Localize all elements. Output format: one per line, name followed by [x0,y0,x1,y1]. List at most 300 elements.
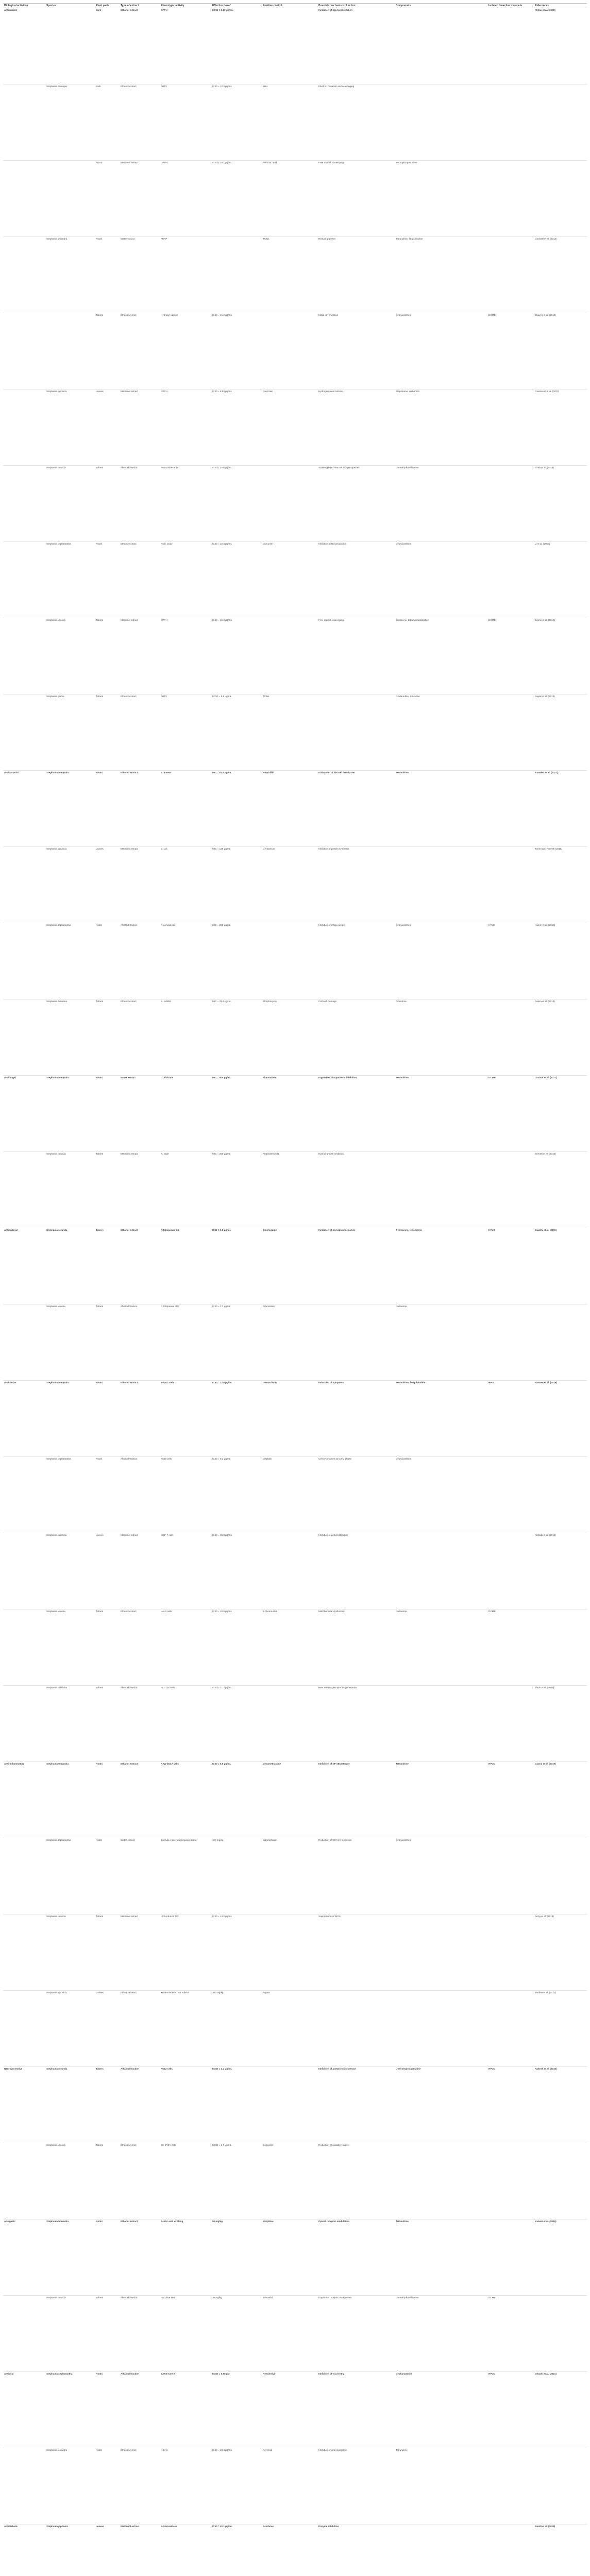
table-cell: Stephania tetrandra [45,1076,95,1152]
table-cell: Acarbose [262,2524,317,2576]
table-cell: Tramadol [262,2296,317,2372]
table-cell: P. aeruginosa [160,923,211,999]
table-cell [395,1152,487,1228]
table-cell: Tubers [95,1686,120,1762]
table-cell: MIC = 500 μg/mL [211,1076,262,1152]
table-cell [534,1304,587,1381]
table-cell: Streptomycin [262,999,317,1076]
table-cell: Deng et al. (2016) [534,1914,587,1991]
column-header: Species [45,4,95,8]
table-cell: Inhibition of viral entry [317,2372,395,2448]
table-cell [3,1304,45,1381]
table-cell: IC50 = 15.3 μg/mL [211,618,262,694]
table-cell [3,1914,45,1991]
table-cell: Inhibition of NO production [317,542,395,618]
table-cell: Gianni et al. (2019) [534,1762,587,1838]
table-row [3,847,587,923]
table-cell: IC50 = 35.6 μg/mL [211,1533,262,1609]
column-header: References [534,4,587,8]
table-cell: Electron donation and scavenging [317,84,395,161]
table-cell: Methanol extract [120,618,160,694]
table-cell: Reducing power [317,237,395,313]
table-cell [487,2143,534,2219]
table-cell: Alkaloid fraction [120,923,160,999]
table-cell: Ascorbic acid [262,161,317,237]
table-row [3,618,587,694]
table-cell: Bhavya et al. (2016) [534,313,587,389]
table-cell: Crebanine, tetrahydropalmatine [395,618,487,694]
table-cell: Anti-inflammatory [3,1762,45,1838]
table-cell [3,999,45,1076]
bioactivity-table [3,3,587,2576]
table-cell: Stephania cepharantha [45,1457,95,1533]
table-cell: Tubers [95,466,120,542]
table-cell: Namdeo et al. (2021) [534,771,587,847]
table-cell: Stephania dielsiana [45,1686,95,1762]
table-row [3,2296,587,2372]
table-cell: Acyclovir [262,2448,317,2524]
table-cell: Enzyme inhibition [317,2524,395,2576]
table-header [3,4,587,8]
table-cell: FRAP [160,237,211,313]
table-cell: Stephania tetrandra [45,1762,95,1838]
table-cell [487,694,534,771]
table-cell: Ethanol extract [120,694,160,771]
table-cell [487,2219,534,2296]
table-cell: Ohashi et al. (2021) [534,2372,587,2448]
table-cell: Stephania rotunda [45,466,95,542]
table-cell: Antifungal [3,1076,45,1152]
table-cell: Alkaloid fraction [120,1304,160,1381]
table-cell: Alkaloid fraction [120,2372,160,2448]
table-cell [487,1991,534,2067]
table-cell [3,618,45,694]
table-cell: Roots [95,771,120,847]
table-cell: HepG2 cells [160,1381,211,1457]
table-cell: Tubers [95,2296,120,2372]
table-cell: IC50 = 18.9 μg/mL [211,1609,262,1686]
table-cell: Nishida et al. (2019) [534,1533,587,1609]
table-cell [262,618,317,694]
table-cell: Gorinski et al. (2014) [534,237,587,313]
table-cell: Stephania japonica [45,1991,95,2067]
table-cell: Alkaloid fraction [120,2067,160,2143]
table-cell: Stephania cepharantha [45,2372,95,2448]
table-cell: Ethanol extract [120,1381,160,1457]
table-cell: Cepharanthine [395,2372,487,2448]
table-cell: Bark [95,8,120,84]
table-cell: Leaves [95,389,120,466]
table-cell: IC50 = 2.7 μg/mL [211,1304,262,1381]
table-cell [262,2067,317,2143]
table-cell: MIC = 250 μg/mL [211,923,262,999]
table-cell [487,847,534,923]
table-cell: Tubers [95,1228,120,1304]
table-cell: Ethanol extract [120,999,160,1076]
table-cell: Roots [95,1381,120,1457]
table-cell: Indomethacin [262,1838,317,1914]
table-cell: Tetrandrine, fangchinoline [395,1381,487,1457]
table-cell: Analgesic [3,2219,45,2296]
table-cell: Stephania tetrandra [45,237,95,313]
table-cell: Ethanol extract [120,2143,160,2219]
table-cell: Tubers [95,1152,120,1228]
table-cell [487,466,534,542]
table-row [3,694,587,771]
table-cell [262,1914,317,1991]
table-cell: Hydrogen atom transfer [317,389,395,466]
table-cell: IC50 = 21.3 μg/mL [211,1686,262,1762]
table-cell [3,1991,45,2067]
table-cell: Tubers [95,618,120,694]
table-cell: Hansen et al. (2019) [534,1381,587,1457]
table-cell [211,237,262,313]
table-cell: Metal ion chelation [317,313,395,389]
table-cell: Stephania tetrandra [45,771,95,847]
table-cell: Opioid receptor modulation [317,2219,395,2296]
table-cell [487,237,534,313]
table-cell: Kammi et al. (2016) [534,2219,587,2296]
table-cell: Roots [95,1838,120,1914]
table-cell: DCMB [487,1609,534,1686]
table-cell: Cycleanine, tetrandrine [395,1228,487,1304]
table-row [3,1152,587,1228]
table-cell: LPS-induced NO [160,1914,211,1991]
table-cell: HCT116 cells [160,1686,211,1762]
table-cell: Tetrahydropalmatine [395,161,487,237]
table-cell: Tetrandrine [395,1076,487,1152]
table-cell [534,2143,587,2219]
table-cell: Ethanol extract [120,542,160,618]
table-row [3,542,587,618]
table-cell: Water extract [120,1838,160,1914]
table-cell [487,84,534,161]
table-cell: HPLC [487,2067,534,2143]
table-cell [3,1533,45,1609]
table-cell: Stephania japonica [45,1533,95,1609]
table-cell: Hamm et al. (2019) [534,923,587,999]
table-cell: P. falciparum 3D7 [160,1304,211,1381]
table-cell: E. coli [160,847,211,923]
table-cell: Hydroxyl radical [160,313,211,389]
table-cell: DPPH [160,618,211,694]
table-cell: EC50 = 0.98 μM [211,2372,262,2448]
table-row [3,2524,587,2576]
table-row [3,2143,587,2219]
table-cell [534,1609,587,1686]
table-cell: P. falciparum K1 [160,1228,211,1304]
table-cell: Stephania japonica [45,2524,95,2576]
table-cell: Fluconazole [262,1076,317,1152]
table-cell: Quercetin [262,389,317,466]
table-cell: Cell cycle arrest at G2/M phase [317,1457,395,1533]
table-cell [45,161,95,237]
table-cell: MIC = 31.2 μg/mL [211,999,262,1076]
table-cell: Cepharanthine [395,923,487,999]
table-cell: Roots [95,2219,120,2296]
table-cell: Tubers [95,1914,120,1991]
table-row [3,1609,587,1686]
table-cell: Stephania tetrandra [45,2448,95,2524]
table-cell: IC50 = 12.3 μg/mL [211,84,262,161]
table-cell: Amphotericin B [262,1152,317,1228]
table-cell: L-tetrahydropalmatine [395,2067,487,2143]
table-cell: Stephania venosa [45,2143,95,2219]
table-cell [487,1686,534,1762]
table-cell: Methanol extract [120,1533,160,1609]
table-cell: Reduction of oxidative stress [317,2143,395,2219]
table-cell: Tetrandrine [395,2219,487,2296]
table-cell: Ergosterol biosynthesis inhibition [317,1076,395,1152]
table-cell: DCMB [487,618,534,694]
table-cell: Nitric oxide [160,542,211,618]
table-row [3,923,587,999]
table-cell [395,1686,487,1762]
table-cell: Tetrandrine, fangchinoline [395,237,487,313]
table-cell: Stephania dielsiana [45,999,95,1076]
table-cell: MCF-7 cells [160,1533,211,1609]
table-cell: Ethanol extract [120,2448,160,2524]
table-cell: 100 mg/kg [211,1838,262,1914]
table-cell: B. subtilis [160,999,211,1076]
table-cell: Ethanol extract [120,8,160,84]
table-cell: Reactive oxygen species generation [317,1686,395,1762]
table-row [3,1686,587,1762]
table-cell: Artemisinin [262,1304,317,1381]
table-row [3,2067,587,2143]
table-cell: Inhibition of protein synthesis [317,847,395,923]
table-cell: Antibacterial [3,771,45,847]
table-cell: EC50 = 6.7 μg/mL [211,2143,262,2219]
table-cell: IC50 = 42.1 μg/mL [211,2524,262,2576]
table-cell: A549 cells [160,1457,211,1533]
table-cell: EC50 = 3.50 μg/mL [211,8,262,84]
table-cell: IC50 = 18.6 μg/mL [211,466,262,542]
table-cell [3,847,45,923]
table-cell: Ethanol extract [120,84,160,161]
table-cell: DCMB [487,1076,534,1152]
table-cell: Stephania rotunda [45,1152,95,1228]
table-cell: Methanol extract [120,2524,160,2576]
table-cell [3,1152,45,1228]
table-cell: α-Glucosidase [160,2524,211,2576]
table-cell [45,8,95,84]
table-cell [487,1838,534,1914]
table-row [3,237,587,313]
table-row [3,1762,587,1838]
table-cell: Reduction of COX-2 expression [317,1838,395,1914]
table-cell: Roots [95,2448,120,2524]
table-cell [3,1457,45,1533]
table-cell: C. albicans [160,1076,211,1152]
table-cell: DPPH [160,8,211,84]
table-cell [487,542,534,618]
table-cell: HSV-1 [160,2448,211,2524]
table-cell [262,1686,317,1762]
table-cell [3,237,45,313]
table-cell [487,389,534,466]
table-cell [3,313,45,389]
table-cell [262,313,317,389]
table-cell: A. niger [160,1152,211,1228]
table-cell: Roots [95,1457,120,1533]
table-cell: Tubers [95,2143,120,2219]
table-cell [395,84,487,161]
table-cell: Roots [95,923,120,999]
table-cell: HPLC [487,1228,534,1304]
table-cell: Boone et al. (2016) [534,618,587,694]
table-cell: MIC = 125 μg/mL [211,847,262,923]
table-cell: Induction of apoptosis [317,1381,395,1457]
table-cell: Anticancer [3,1381,45,1457]
table-cell [3,466,45,542]
table-cell: RAW 264.7 cells [160,1762,211,1838]
table-cell: 20 mg/kg [211,2296,262,2372]
table-cell: Tetrandrine [395,771,487,847]
table-cell: IC50 = 28.7 μg/mL [211,161,262,237]
table-cell: Antidiabetic [3,2524,45,2576]
table-cell: Ethanol extract [120,1228,160,1304]
table-cell [317,1991,395,2067]
table-row [3,1304,587,1381]
table-cell [3,84,45,161]
table-cell: Leaves [95,847,120,923]
table-cell [487,1457,534,1533]
table-cell: Stephania venosa [45,1609,95,1686]
table-cell: Chloroquine [262,1228,317,1304]
table-cell: HPLC [487,1762,534,1838]
table-cell: Nayak et al. (2013) [534,694,587,771]
table-cell: Baudry et al. (2006) [534,1228,587,1304]
table-cell: Acetic acid writhing [160,2219,211,2296]
table-cell: Hot plate test [160,2296,211,2372]
table-cell: Gentamicin [262,847,317,923]
table-cell: SARS-CoV-2 [160,2372,211,2448]
table-cell: ABTS [160,84,211,161]
table-cell: Tubers [95,1304,120,1381]
column-header: Compounds [395,4,487,8]
table-cell: Methanol extract [120,161,160,237]
table-cell [262,1533,317,1609]
table-cell: Roots [95,237,120,313]
table-cell: IC50 = 12.5 μg/mL [211,1381,262,1457]
table-cell: Dexamethasone [262,1762,317,1838]
table-cell: BHA [262,84,317,161]
table-cell: IC50 = 8.04 μg/mL [211,389,262,466]
table-cell: IC50 = 1.5 μg/mL [211,1228,262,1304]
table-cell: Ethanol extract [120,1609,160,1686]
table-cell: Alkaloid fraction [120,466,160,542]
table-cell: Stephania rotunda [45,1228,95,1304]
table-cell [395,8,487,84]
table-cell: Chen et al. (2015) [534,466,587,542]
table-cell [534,2448,587,2524]
column-header: Effective dose* [211,4,262,8]
table-cell: Free radical scavenging [317,618,395,694]
table-cell: DCMB [487,2296,534,2372]
table-cell: IC50 = 8.2 μg/mL [211,1457,262,1533]
table-cell [395,1991,487,2067]
table-row [3,2372,587,2448]
table-cell: Ethanol extract [120,771,160,847]
table-cell: Doxorubicin [262,1381,317,1457]
table-cell: Stephania venosa [45,1304,95,1381]
table-cell: Tetrandrine [395,1762,487,1838]
table-cell: Stephania japonica [45,847,95,923]
table-cell [487,999,534,1076]
table-row [3,389,587,466]
table-cell [3,1609,45,1686]
table-row [3,1076,587,1152]
table-cell: Leaves [95,1533,120,1609]
table-cell [3,2143,45,2219]
table-cell: DCMB [487,313,534,389]
table-cell: Roots [95,542,120,618]
table-cell: ABTS [160,694,211,771]
table-cell [262,923,317,999]
table-cell: Trolox [262,237,317,313]
table-row [3,466,587,542]
table-cell: 50 mg/kg [211,2219,262,2296]
column-header: Biological activities [3,4,45,8]
column-header: Positive control [262,4,317,8]
table-cell: Lustani et al. (2017) [534,1076,587,1152]
table-cell: Inhibition of acetylcholinesterase [317,2067,395,2143]
table-row [3,1228,587,1304]
table-cell: Cepharanthine [395,1838,487,1914]
table-row [3,8,587,84]
table-cell [3,923,45,999]
table-cell [395,847,487,923]
table-cell: HPLC [487,2372,534,2448]
table-cell: IC50 = 14.2 μg/mL [211,1914,262,1991]
table-cell: Antimalarial [3,1228,45,1304]
table-cell: IC50 = 22.4 μg/mL [211,542,262,618]
column-header: Plant parts [95,4,120,8]
table-cell [317,694,395,771]
table-cell [3,389,45,466]
table-cell [3,2296,45,2372]
table-cell: Inhibition of lipid peroxidation [317,8,395,84]
table-cell [534,1457,587,1533]
table-cell: 200 mg/kg [211,1991,262,2067]
table-cell: DPPH [160,389,211,466]
table-cell: Crebanine [395,1609,487,1686]
table-row [3,999,587,1076]
table-cell: Stephania japonica [45,389,95,466]
table-cell: IC50 = 5.6 μg/mL [211,1762,262,1838]
column-header: Possible mechanism of action [317,4,395,8]
table-cell: Inhibition of NF-κB pathway [317,1762,395,1838]
table-cell: Bark [95,84,120,161]
column-header: Type of extract [120,4,160,8]
table-cell: HPLC [487,1381,534,1457]
table-cell [534,2296,587,2372]
table-cell: Ethanol extract [120,2219,160,2296]
table-cell: Leaves [95,1991,120,2067]
table-cell: Tubers [95,2067,120,2143]
table-cell [262,8,317,84]
table-cell: L-tetrahydropalmatine [395,2296,487,2372]
table-cell: Stephania rotunda [45,1914,95,1991]
table-cell: Roots [95,2372,120,2448]
table-cell: MIC = 250 μg/mL [211,1152,262,1228]
table-cell [487,1533,534,1609]
table-cell: Alkaloid fraction [120,2296,160,2372]
table-cell [3,694,45,771]
table-cell: Mitochondrial dysfunction [317,1609,395,1686]
table-cell: Cell wall damage [317,999,395,1076]
